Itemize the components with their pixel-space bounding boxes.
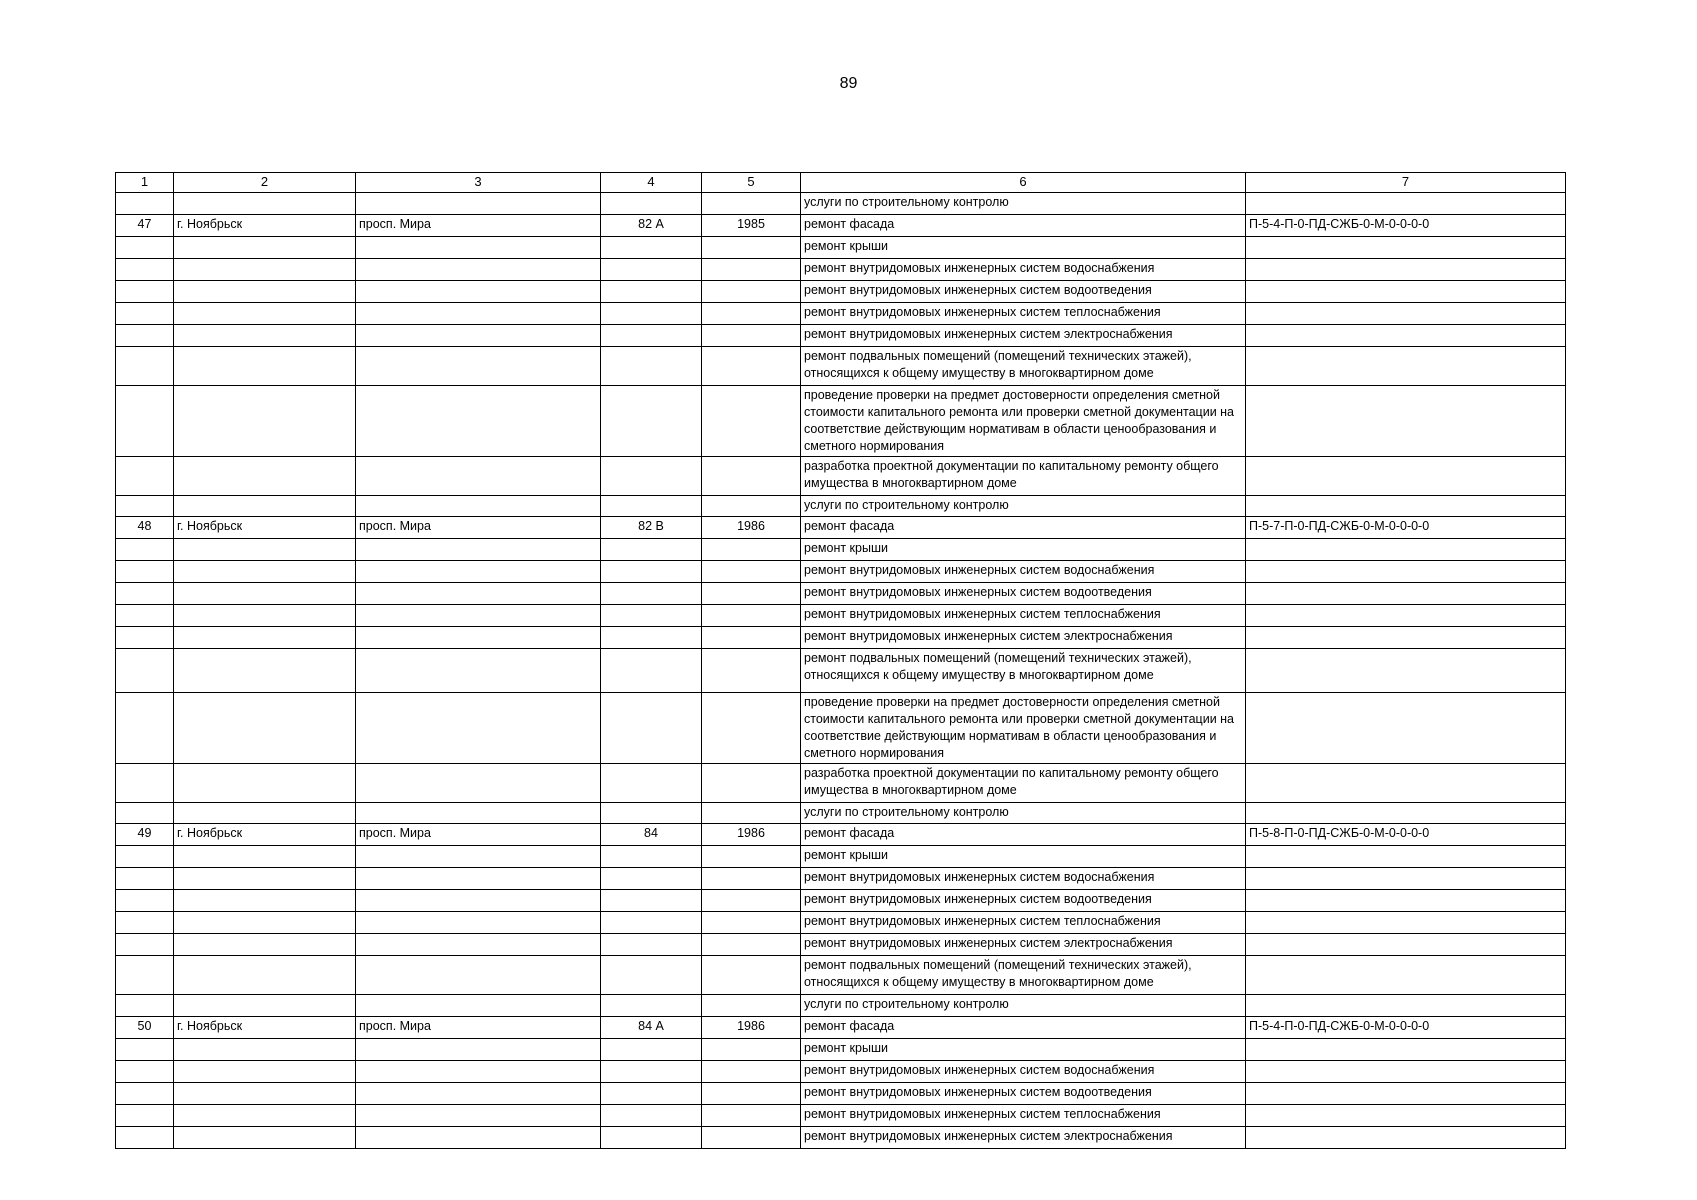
column-header: 2	[174, 173, 356, 193]
work-type-cell: разработка проектной документации по капитальному ремонту общего имущества в многоквартирном доме	[801, 764, 1246, 803]
house-number-cell	[601, 649, 702, 693]
year-cell: 1986	[702, 824, 801, 846]
work-type-cell: ремонт внутридомовых инженерных систем водоснабжения	[801, 868, 1246, 890]
works-table	[115, 172, 1566, 1149]
house-number-cell	[601, 237, 702, 259]
year-cell	[702, 956, 801, 995]
house-number-cell	[601, 956, 702, 995]
row-number-cell	[116, 1083, 174, 1105]
row-number-cell	[116, 846, 174, 868]
street-cell: просп. Мира	[356, 1017, 601, 1039]
year-cell	[702, 890, 801, 912]
street-cell: просп. Мира	[356, 824, 601, 846]
table-row	[116, 1083, 1566, 1105]
street-cell	[356, 890, 601, 912]
work-type-cell: ремонт фасада	[801, 215, 1246, 237]
row-number-cell	[116, 764, 174, 803]
code-cell	[1246, 347, 1566, 386]
table-row	[116, 457, 1566, 496]
row-number-cell	[116, 912, 174, 934]
code-cell: П-5-7-П-0-ПД-СЖБ-0-М-0-0-0-0	[1246, 517, 1566, 539]
code-cell	[1246, 561, 1566, 583]
year-cell	[702, 457, 801, 496]
street-cell	[356, 956, 601, 995]
city-cell	[174, 912, 356, 934]
row-number-cell	[116, 803, 174, 824]
street-cell	[356, 325, 601, 347]
table-row	[116, 846, 1566, 868]
row-number-cell	[116, 259, 174, 281]
code-cell	[1246, 912, 1566, 934]
row-number-cell	[116, 890, 174, 912]
year-cell	[702, 539, 801, 561]
table-row	[116, 1105, 1566, 1127]
work-type-cell: ремонт внутридомовых инженерных систем водоотведения	[801, 281, 1246, 303]
city-cell	[174, 764, 356, 803]
table-row	[116, 303, 1566, 325]
city-cell	[174, 561, 356, 583]
year-cell	[702, 347, 801, 386]
city-cell	[174, 259, 356, 281]
column-header: 4	[601, 173, 702, 193]
work-type-cell: ремонт крыши	[801, 846, 1246, 868]
row-number-cell	[116, 583, 174, 605]
city-cell: г. Ноябрьск	[174, 824, 356, 846]
table-row	[116, 868, 1566, 890]
row-number-cell	[116, 1127, 174, 1149]
work-type-cell: ремонт внутридомовых инженерных систем водоснабжения	[801, 561, 1246, 583]
work-type-cell: ремонт фасада	[801, 517, 1246, 539]
city-cell	[174, 868, 356, 890]
house-number-cell	[601, 539, 702, 561]
column-header: 6	[801, 173, 1246, 193]
year-cell	[702, 281, 801, 303]
house-number-cell	[601, 496, 702, 517]
table-row	[116, 561, 1566, 583]
street-cell	[356, 303, 601, 325]
work-type-cell: ремонт внутридомовых инженерных систем водоотведения	[801, 1083, 1246, 1105]
work-type-cell: ремонт фасада	[801, 1017, 1246, 1039]
row-number-cell: 48	[116, 517, 174, 539]
house-number-cell	[601, 890, 702, 912]
code-cell	[1246, 303, 1566, 325]
page-number: 89	[839, 75, 858, 92]
street-cell	[356, 193, 601, 215]
work-type-cell: услуги по строительному контролю	[801, 995, 1246, 1017]
city-cell	[174, 1039, 356, 1061]
city-cell	[174, 956, 356, 995]
street-cell	[356, 259, 601, 281]
work-type-cell: ремонт внутридомовых инженерных систем теплоснабжения	[801, 303, 1246, 325]
column-header: 5	[702, 173, 801, 193]
table-row	[116, 237, 1566, 259]
table-row	[116, 605, 1566, 627]
street-cell	[356, 693, 601, 764]
code-cell	[1246, 583, 1566, 605]
code-cell	[1246, 259, 1566, 281]
house-number-cell	[601, 868, 702, 890]
code-cell	[1246, 890, 1566, 912]
work-type-cell: ремонт внутридомовых инженерных систем водоснабжения	[801, 1061, 1246, 1083]
street-cell	[356, 803, 601, 824]
code-cell	[1246, 764, 1566, 803]
row-number-cell	[116, 237, 174, 259]
year-cell: 1986	[702, 517, 801, 539]
house-number-cell	[601, 1083, 702, 1105]
table-body	[116, 193, 1566, 1149]
street-cell	[356, 627, 601, 649]
code-cell: П-5-4-П-0-ПД-СЖБ-0-М-0-0-0-0	[1246, 1017, 1566, 1039]
table-row	[116, 1017, 1566, 1039]
table-row	[116, 764, 1566, 803]
house-number-cell	[601, 1061, 702, 1083]
house-number-cell	[601, 995, 702, 1017]
street-cell	[356, 583, 601, 605]
year-cell	[702, 193, 801, 215]
year-cell	[702, 1127, 801, 1149]
row-number-cell	[116, 868, 174, 890]
work-type-cell: ремонт внутридомовых инженерных систем электроснабжения	[801, 934, 1246, 956]
house-number-cell	[601, 1039, 702, 1061]
street-cell	[356, 605, 601, 627]
city-cell	[174, 890, 356, 912]
code-cell	[1246, 605, 1566, 627]
code-cell	[1246, 1105, 1566, 1127]
year-cell	[702, 386, 801, 457]
row-number-cell	[116, 627, 174, 649]
code-cell	[1246, 934, 1566, 956]
house-number-cell	[601, 627, 702, 649]
work-type-cell: услуги по строительному контролю	[801, 803, 1246, 824]
table-row	[116, 539, 1566, 561]
code-cell	[1246, 496, 1566, 517]
table-row	[116, 386, 1566, 457]
house-number-cell	[601, 457, 702, 496]
street-cell	[356, 649, 601, 693]
city-cell	[174, 386, 356, 457]
work-type-cell: ремонт внутридомовых инженерных систем теплоснабжения	[801, 605, 1246, 627]
table-row	[116, 956, 1566, 995]
table-row	[116, 693, 1566, 764]
house-number-cell	[601, 347, 702, 386]
row-number-cell	[116, 995, 174, 1017]
table-row	[116, 281, 1566, 303]
city-cell	[174, 303, 356, 325]
street-cell	[356, 934, 601, 956]
row-number-cell	[116, 386, 174, 457]
street-cell: просп. Мира	[356, 517, 601, 539]
year-cell	[702, 764, 801, 803]
city-cell	[174, 1105, 356, 1127]
year-cell	[702, 583, 801, 605]
work-type-cell: ремонт подвальных помещений (помещений технических этажей), относящихся к общему имуществу в многоквартирном доме	[801, 956, 1246, 995]
code-cell	[1246, 1083, 1566, 1105]
code-cell	[1246, 1127, 1566, 1149]
year-cell	[702, 912, 801, 934]
city-cell: г. Ноябрьск	[174, 1017, 356, 1039]
code-cell	[1246, 193, 1566, 215]
year-cell: 1985	[702, 215, 801, 237]
work-type-cell: проведение проверки на предмет достоверности определения сметной стоимости капитального ремонта или проверки сметной документации на соответствие действующим нормативам в области ценообразования и сметного нормирования	[801, 693, 1246, 764]
street-cell	[356, 561, 601, 583]
city-cell: г. Ноябрьск	[174, 517, 356, 539]
house-number-cell	[601, 1105, 702, 1127]
table-row	[116, 627, 1566, 649]
city-cell	[174, 605, 356, 627]
city-cell	[174, 803, 356, 824]
work-type-cell: ремонт крыши	[801, 539, 1246, 561]
house-number-cell	[601, 693, 702, 764]
row-number-cell	[116, 193, 174, 215]
table-row	[116, 803, 1566, 824]
street-cell	[356, 912, 601, 934]
city-cell	[174, 1127, 356, 1149]
house-number-cell	[601, 934, 702, 956]
column-header: 1	[116, 173, 174, 193]
street-cell	[356, 846, 601, 868]
house-number-cell	[601, 803, 702, 824]
street-cell	[356, 457, 601, 496]
year-cell: 1986	[702, 1017, 801, 1039]
house-number-cell	[601, 561, 702, 583]
city-cell	[174, 1061, 356, 1083]
row-number-cell	[116, 605, 174, 627]
code-cell	[1246, 803, 1566, 824]
code-cell	[1246, 868, 1566, 890]
code-cell	[1246, 281, 1566, 303]
row-number-cell	[116, 457, 174, 496]
table-row	[116, 649, 1566, 693]
house-number-cell	[601, 386, 702, 457]
table-row	[116, 496, 1566, 517]
code-cell	[1246, 237, 1566, 259]
work-type-cell: ремонт крыши	[801, 1039, 1246, 1061]
street-cell: просп. Мира	[356, 215, 601, 237]
year-cell	[702, 561, 801, 583]
house-number-cell	[601, 259, 702, 281]
table-row	[116, 995, 1566, 1017]
work-type-cell: ремонт фасада	[801, 824, 1246, 846]
city-cell	[174, 496, 356, 517]
house-number-cell	[601, 1127, 702, 1149]
row-number-cell	[116, 693, 174, 764]
year-cell	[702, 1105, 801, 1127]
table-row	[116, 912, 1566, 934]
code-cell	[1246, 1061, 1566, 1083]
code-cell	[1246, 846, 1566, 868]
city-cell	[174, 281, 356, 303]
house-number-cell	[601, 912, 702, 934]
work-type-cell: ремонт внутридомовых инженерных систем электроснабжения	[801, 325, 1246, 347]
code-cell	[1246, 539, 1566, 561]
row-number-cell	[116, 561, 174, 583]
street-cell	[356, 1039, 601, 1061]
year-cell	[702, 693, 801, 764]
work-type-cell: ремонт внутридомовых инженерных систем электроснабжения	[801, 627, 1246, 649]
code-cell	[1246, 649, 1566, 693]
city-cell	[174, 347, 356, 386]
row-number-cell	[116, 1105, 174, 1127]
street-cell	[356, 868, 601, 890]
column-header: 7	[1246, 173, 1566, 193]
house-number-cell	[601, 303, 702, 325]
street-cell	[356, 995, 601, 1017]
table-row	[116, 259, 1566, 281]
row-number-cell: 47	[116, 215, 174, 237]
code-cell	[1246, 325, 1566, 347]
city-cell	[174, 457, 356, 496]
year-cell	[702, 237, 801, 259]
table-row	[116, 934, 1566, 956]
table-row	[116, 347, 1566, 386]
house-number-cell	[601, 605, 702, 627]
row-number-cell	[116, 496, 174, 517]
city-cell	[174, 325, 356, 347]
street-cell	[356, 539, 601, 561]
code-cell	[1246, 995, 1566, 1017]
table-row	[116, 517, 1566, 539]
house-number-cell	[601, 846, 702, 868]
year-cell	[702, 803, 801, 824]
street-cell	[356, 237, 601, 259]
work-type-cell: услуги по строительному контролю	[801, 496, 1246, 517]
year-cell	[702, 1083, 801, 1105]
house-number-cell: 84 А	[601, 1017, 702, 1039]
work-type-cell: ремонт внутридомовых инженерных систем теплоснабжения	[801, 912, 1246, 934]
table-row	[116, 890, 1566, 912]
year-cell	[702, 934, 801, 956]
year-cell	[702, 325, 801, 347]
work-type-cell: разработка проектной документации по капитальному ремонту общего имущества в многоквартирном доме	[801, 457, 1246, 496]
year-cell	[702, 627, 801, 649]
work-type-cell: проведение проверки на предмет достоверности определения сметной стоимости капитального ремонта или проверки сметной документации на соответствие действующим нормативам в области ценообразования и сметного нормирования	[801, 386, 1246, 457]
year-cell	[702, 605, 801, 627]
year-cell	[702, 868, 801, 890]
city-cell	[174, 995, 356, 1017]
table-row	[116, 583, 1566, 605]
city-cell	[174, 237, 356, 259]
street-cell	[356, 1061, 601, 1083]
code-cell: П-5-4-П-0-ПД-СЖБ-0-М-0-0-0-0	[1246, 215, 1566, 237]
street-cell	[356, 1127, 601, 1149]
work-type-cell: ремонт внутридомовых инженерных систем водоснабжения	[801, 259, 1246, 281]
table-row	[116, 193, 1566, 215]
city-cell	[174, 627, 356, 649]
house-number-cell: 84	[601, 824, 702, 846]
work-type-cell: ремонт внутридомовых инженерных систем водоотведения	[801, 890, 1246, 912]
column-numbers-row	[116, 173, 1566, 193]
house-number-cell	[601, 325, 702, 347]
table-row	[116, 824, 1566, 846]
table-row	[116, 325, 1566, 347]
row-number-cell	[116, 934, 174, 956]
row-number-cell	[116, 347, 174, 386]
year-cell	[702, 259, 801, 281]
year-cell	[702, 846, 801, 868]
year-cell	[702, 496, 801, 517]
year-cell	[702, 303, 801, 325]
street-cell	[356, 1083, 601, 1105]
city-cell	[174, 649, 356, 693]
code-cell	[1246, 627, 1566, 649]
row-number-cell	[116, 281, 174, 303]
column-header: 3	[356, 173, 601, 193]
city-cell	[174, 846, 356, 868]
city-cell	[174, 693, 356, 764]
row-number-cell: 49	[116, 824, 174, 846]
city-cell	[174, 583, 356, 605]
row-number-cell	[116, 303, 174, 325]
year-cell	[702, 995, 801, 1017]
work-type-cell: ремонт крыши	[801, 237, 1246, 259]
city-cell: г. Ноябрьск	[174, 215, 356, 237]
city-cell	[174, 539, 356, 561]
house-number-cell: 82 А	[601, 215, 702, 237]
year-cell	[702, 1039, 801, 1061]
table-row	[116, 1061, 1566, 1083]
year-cell	[702, 649, 801, 693]
row-number-cell	[116, 325, 174, 347]
table-row	[116, 215, 1566, 237]
code-cell	[1246, 693, 1566, 764]
work-type-cell: услуги по строительному контролю	[801, 193, 1246, 215]
row-number-cell	[116, 956, 174, 995]
row-number-cell	[116, 1061, 174, 1083]
house-number-cell	[601, 764, 702, 803]
table-row	[116, 1039, 1566, 1061]
row-number-cell: 50	[116, 1017, 174, 1039]
year-cell	[702, 1061, 801, 1083]
street-cell	[356, 1105, 601, 1127]
street-cell	[356, 347, 601, 386]
city-cell	[174, 1083, 356, 1105]
house-number-cell	[601, 583, 702, 605]
row-number-cell	[116, 539, 174, 561]
street-cell	[356, 496, 601, 517]
work-type-cell: ремонт подвальных помещений (помещений технических этажей), относящихся к общему имуществу в многоквартирном доме	[801, 649, 1246, 693]
house-number-cell	[601, 193, 702, 215]
row-number-cell	[116, 649, 174, 693]
house-number-cell: 82 В	[601, 517, 702, 539]
street-cell	[356, 281, 601, 303]
work-type-cell: ремонт подвальных помещений (помещений технических этажей), относящихся к общему имуществу в многоквартирном доме	[801, 347, 1246, 386]
code-cell	[1246, 1039, 1566, 1061]
street-cell	[356, 386, 601, 457]
city-cell	[174, 934, 356, 956]
work-type-cell: ремонт внутридомовых инженерных систем водоотведения	[801, 583, 1246, 605]
city-cell	[174, 193, 356, 215]
code-cell	[1246, 457, 1566, 496]
work-type-cell: ремонт внутридомовых инженерных систем электроснабжения	[801, 1127, 1246, 1149]
code-cell	[1246, 956, 1566, 995]
code-cell	[1246, 386, 1566, 457]
table-row	[116, 1127, 1566, 1149]
street-cell	[356, 764, 601, 803]
code-cell: П-5-8-П-0-ПД-СЖБ-0-М-0-0-0-0	[1246, 824, 1566, 846]
house-number-cell	[601, 281, 702, 303]
row-number-cell	[116, 1039, 174, 1061]
work-type-cell: ремонт внутридомовых инженерных систем теплоснабжения	[801, 1105, 1246, 1127]
